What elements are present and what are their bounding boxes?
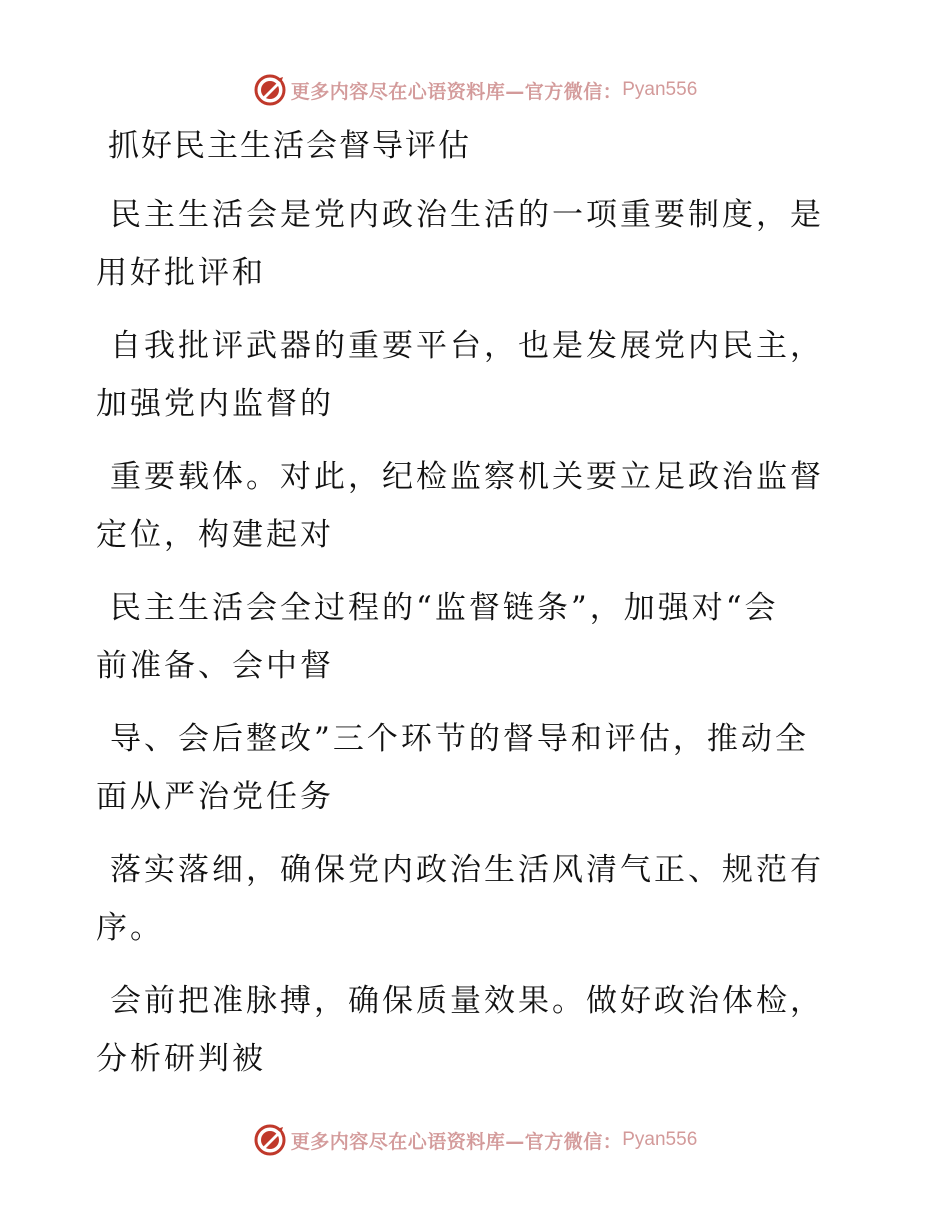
paragraph <box>96 448 836 564</box>
paragraph-line: 重要载体。对此，纪检监察机关要立足政治监督 <box>110 459 824 495</box>
banner-wechat-id: Pyan556 <box>622 79 698 100</box>
banner-text: 更多内容尽在心语资料库—官方微信： <box>290 1130 623 1153</box>
paragraph-line: 民主生活会是党内政治生活的一项重要制度，是 <box>110 197 824 233</box>
paragraph-line: 导、会后整改”三个环节的督导和评估，推动全 <box>110 721 809 757</box>
pen-logo-icon <box>253 73 287 107</box>
paragraph-line: 会前把准脉搏，确保质量效果。做好政治体检， <box>110 983 824 1019</box>
document-body <box>96 120 836 1103</box>
paragraph-line: 民主生活会全过程的“监督链条”，加强对“会 <box>110 590 779 626</box>
paragraph-line: 分析研判被 <box>96 1041 266 1077</box>
banner-wechat-id: Pyan556 <box>622 1129 698 1150</box>
paragraph <box>96 710 836 826</box>
banner-text: 更多内容尽在心语资料库—官方微信： <box>290 80 623 103</box>
paragraph-line: 面从严治党任务 <box>96 779 334 815</box>
paragraph-line: 前准备、会中督 <box>96 648 334 684</box>
pen-logo-icon <box>253 1123 287 1157</box>
footer-banner <box>0 1120 950 1160</box>
paragraph-line: 自我批评武器的重要平台，也是发展党内民主， <box>110 328 824 364</box>
paragraph <box>96 579 836 695</box>
document-title: 抓好民主生活会督导评估 <box>108 128 471 164</box>
paragraph-line: 落实落细，确保党内政治生活风清气正、规范有 <box>110 852 824 888</box>
paragraph <box>96 186 836 302</box>
header-banner <box>0 70 950 110</box>
paragraph-line: 用好批评和 <box>96 255 266 291</box>
paragraph <box>96 317 836 433</box>
paragraph <box>96 841 836 957</box>
paragraph <box>96 972 836 1088</box>
paragraph-line: 加强党内监督的 <box>96 386 334 422</box>
paragraph-line: 定位，构建起对 <box>96 517 334 553</box>
paragraph-line: 序。 <box>96 910 164 946</box>
